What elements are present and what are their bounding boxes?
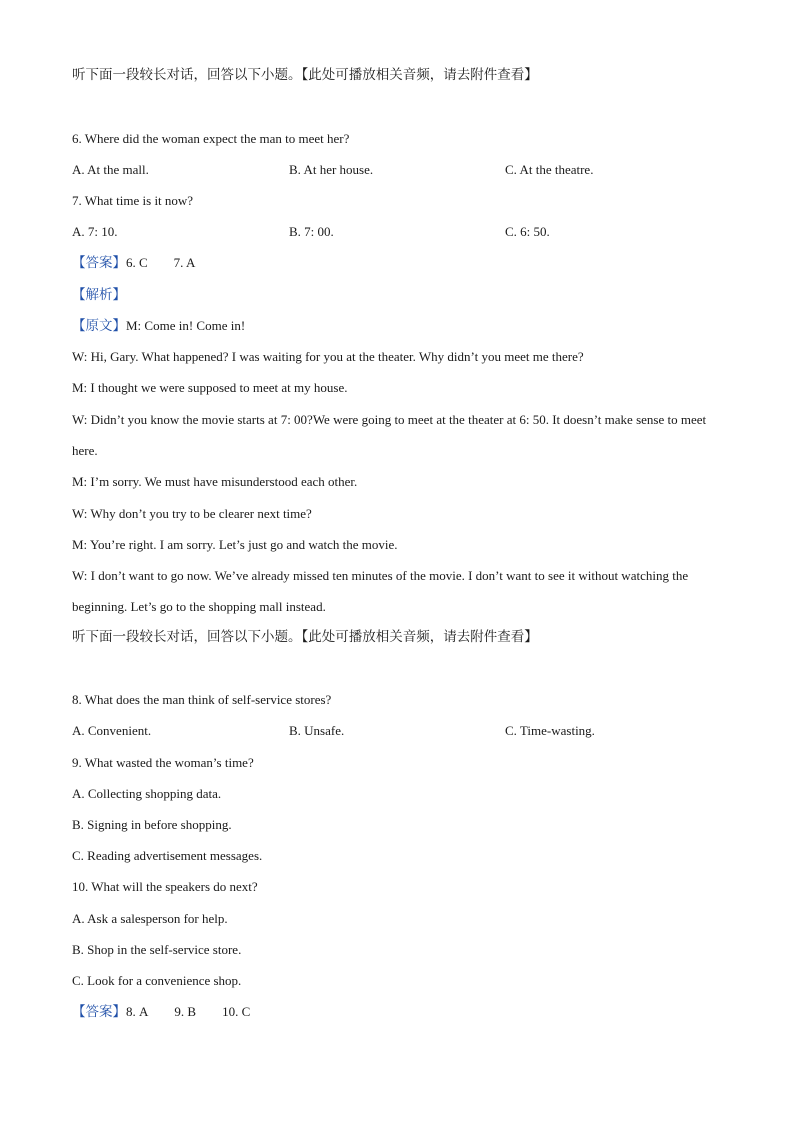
option-c: C. 6: 50. bbox=[505, 224, 550, 239]
option-c: C. Look for a convenience shop. bbox=[72, 973, 242, 988]
answer-item: 6. C bbox=[126, 255, 148, 270]
transcript-line: W: Hi, Gary. What happened? I was waiting for you at the theater. Why didn’t you meet me there? bbox=[72, 349, 584, 364]
transcript-line: M: I thought we were supposed to meet at my house. bbox=[72, 380, 348, 395]
option-a: A. 7: 10. bbox=[72, 224, 118, 239]
option-b: B. Unsafe. bbox=[289, 723, 345, 738]
listening-instruction: 听下面一段较长对话，回答以下小题。【此处可播放相关音频，请去附件查看】 bbox=[72, 67, 538, 83]
transcript-tag: 【原文】 bbox=[72, 318, 126, 334]
option-b: B. Shop in the self-service store. bbox=[72, 942, 242, 957]
answer-item: 8. A bbox=[126, 1004, 149, 1019]
question-7: 7. What time is it now? bbox=[72, 193, 194, 208]
transcript-line: W: Didn’t you know the movie starts at 7: 00?We were going to meet at the theater at 6: 50. It doesn’t make sense to meet here. bbox=[72, 412, 707, 458]
option-b: B. Signing in before shopping. bbox=[72, 817, 232, 832]
analysis-tag: 【解析】 bbox=[72, 287, 126, 303]
transcript-line: M: You’re right. I am sorry. Let’s just go and watch the movie. bbox=[72, 537, 398, 552]
option-b: B. 7: 00. bbox=[289, 224, 334, 239]
option-c: C. Time-wasting. bbox=[505, 723, 595, 738]
option-c: C. At the theatre. bbox=[505, 162, 594, 177]
transcript-line: W: Why don’t you try to be clearer next time? bbox=[72, 506, 312, 521]
listening-instruction: 听下面一段较长对话，回答以下小题。【此处可播放相关音频，请去附件查看】 bbox=[72, 629, 538, 645]
answer-line bbox=[72, 255, 724, 271]
answer-tag: 【答案】 bbox=[72, 255, 126, 271]
question-10: 10. What will the speakers do next? bbox=[72, 879, 258, 894]
answer-tag: 【答案】 bbox=[72, 1004, 126, 1020]
transcript-text: M: Come in! Come in! bbox=[126, 318, 246, 333]
option-a: A. Ask a salesperson for help. bbox=[72, 911, 228, 926]
option-b: B. At her house. bbox=[289, 162, 374, 177]
question-7-options bbox=[72, 224, 724, 240]
question-8: 8. What does the man think of self-service stores? bbox=[72, 692, 332, 707]
transcript-first-line bbox=[72, 318, 724, 334]
option-a: A. At the mall. bbox=[72, 162, 149, 177]
question-8-options bbox=[72, 723, 724, 739]
option-a: A. Convenient. bbox=[72, 723, 152, 738]
question-6: 6. Where did the woman expect the man to meet her? bbox=[72, 131, 350, 146]
question-9: 9. What wasted the woman’s time? bbox=[72, 755, 254, 770]
transcript-line: M: I’m sorry. We must have misunderstood each other. bbox=[72, 474, 358, 489]
answer-item: 10. C bbox=[222, 1004, 251, 1019]
option-a: A. Collecting shopping data. bbox=[72, 786, 222, 801]
answer-line bbox=[72, 1004, 724, 1020]
analysis-line bbox=[72, 287, 724, 303]
transcript-line: W: I don’t want to go now. We’ve already missed ten minutes of the movie. I don’t want to see it without watching the beginning. Let’s go to the shopping mall instead. bbox=[72, 568, 689, 614]
option-c: C. Reading advertisement messages. bbox=[72, 848, 263, 863]
answer-item: 7. A bbox=[173, 255, 196, 270]
question-6-options bbox=[72, 162, 724, 178]
answer-item: 9. B bbox=[174, 1004, 197, 1019]
